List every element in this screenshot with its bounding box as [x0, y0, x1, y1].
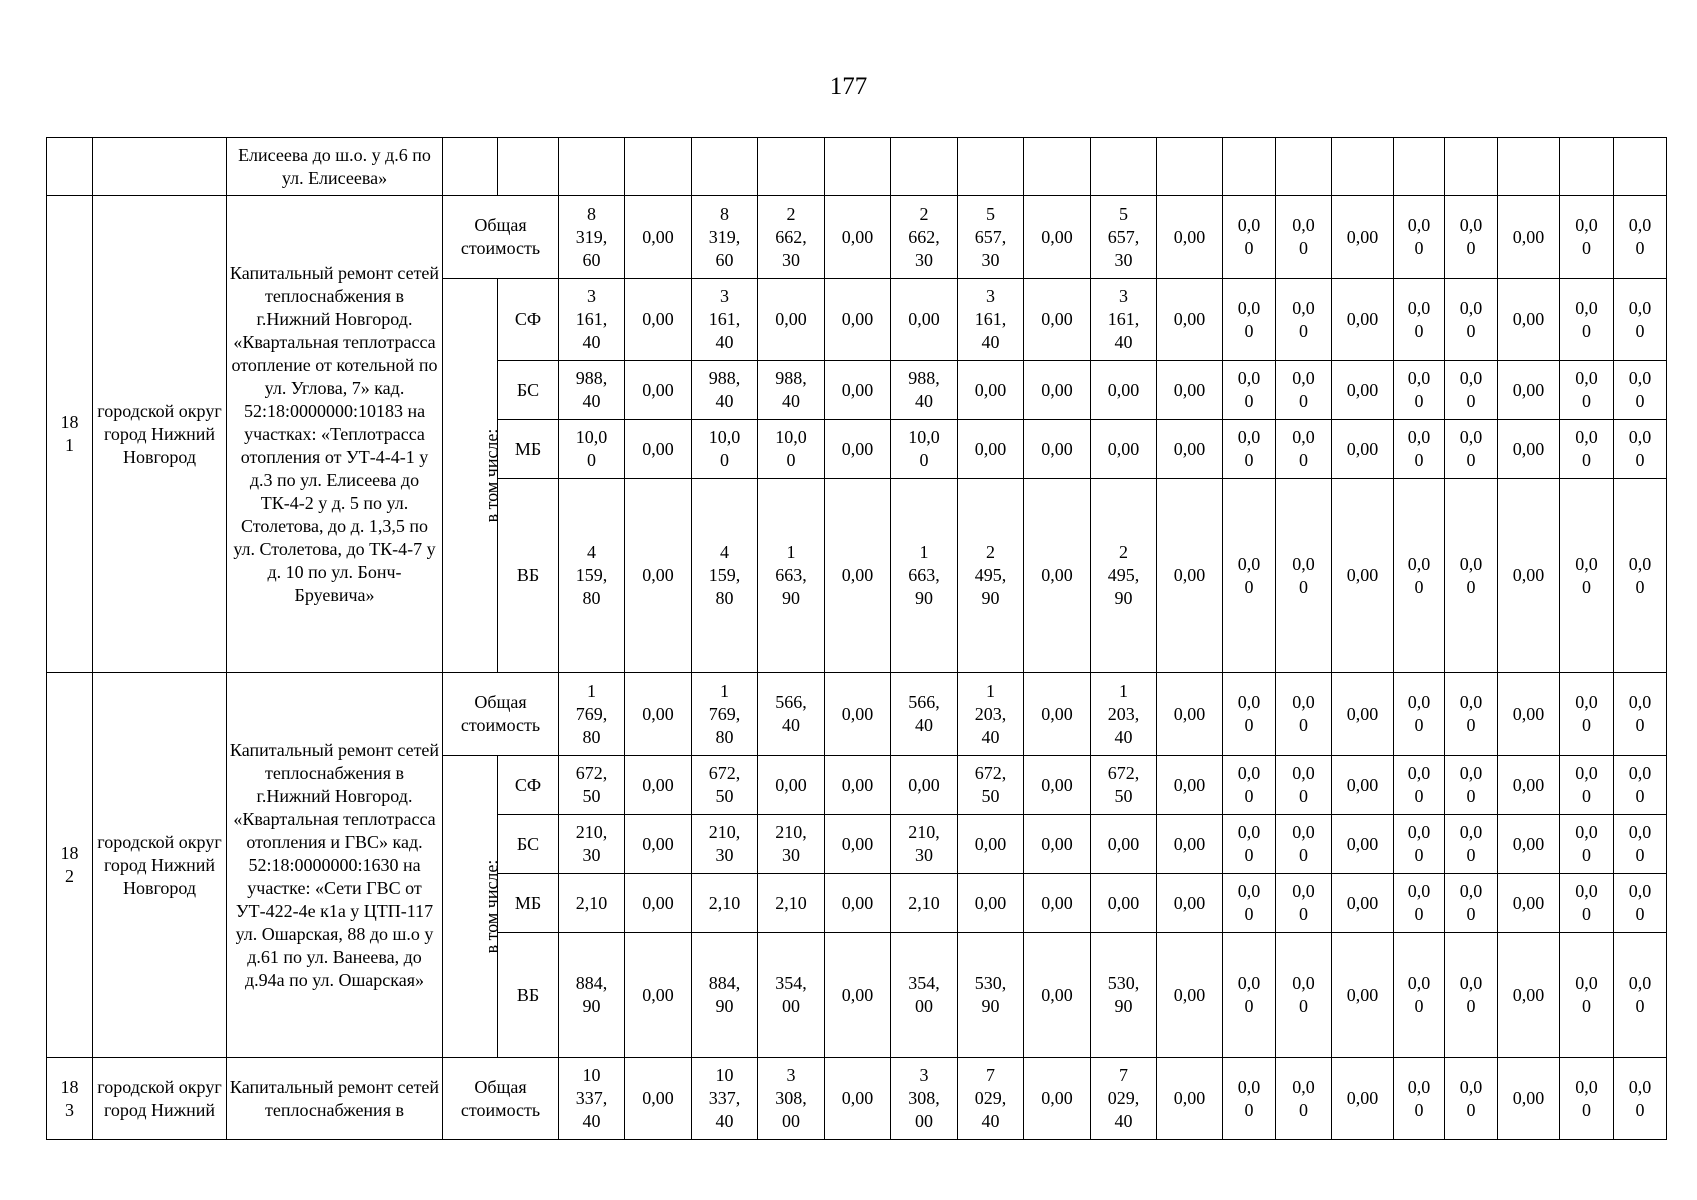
table-row — [47, 1058, 1667, 1140]
value-cell: 0,0 0 — [1445, 756, 1498, 815]
value-cell: 10,0 0 — [692, 420, 758, 479]
value-cell: 0,00 — [625, 874, 692, 933]
value-cell: 566, 40 — [758, 673, 825, 756]
value-cell: 5 657, 30 — [1091, 196, 1157, 279]
cell — [1560, 138, 1614, 196]
value-cell: 0,0 0 — [1445, 361, 1498, 420]
value-cell: 0,0 0 — [1394, 874, 1445, 933]
value-cell: 2 662, 30 — [758, 196, 825, 279]
value-cell: 1 203, 40 — [958, 673, 1024, 756]
table-row — [47, 673, 1667, 756]
funding-source: БС — [498, 815, 559, 874]
value-cell: 0,00 — [1157, 361, 1223, 420]
value-cell: 0,0 0 — [1223, 756, 1276, 815]
value-cell: 0,0 0 — [1614, 815, 1667, 874]
value-cell: 0,00 — [1498, 196, 1560, 279]
value-cell: 0,00 — [1332, 1058, 1394, 1140]
value-cell: 1 769, 80 — [559, 673, 625, 756]
object-name: Капитальный ремонт сетей теплоснабжения в — [227, 1058, 443, 1140]
value-cell: 8 319, 60 — [692, 196, 758, 279]
value-cell: 2,10 — [891, 874, 958, 933]
value-cell: 0,0 0 — [1276, 756, 1332, 815]
value-cell: 884, 90 — [692, 933, 758, 1058]
value-cell: 1 663, 90 — [891, 479, 958, 673]
value-cell: 0,00 — [1498, 673, 1560, 756]
value-cell: 10,0 0 — [559, 420, 625, 479]
value-cell: 0,00 — [1157, 1058, 1223, 1140]
value-cell: 0,00 — [825, 673, 891, 756]
cell — [1024, 138, 1091, 196]
value-cell: 0,00 — [625, 479, 692, 673]
value-cell: 0,00 — [1091, 361, 1157, 420]
value-cell: 0,0 0 — [1560, 874, 1614, 933]
value-cell: 0,00 — [1332, 673, 1394, 756]
value-cell: 0,00 — [825, 756, 891, 815]
value-cell: 0,00 — [625, 933, 692, 1058]
value-cell: 0,00 — [1157, 756, 1223, 815]
value-cell: 2 662, 30 — [891, 196, 958, 279]
value-cell: 0,00 — [1024, 933, 1091, 1058]
value-cell: 0,0 0 — [1223, 279, 1276, 361]
value-cell: 0,0 0 — [1560, 479, 1614, 673]
value-cell: 0,0 0 — [1394, 361, 1445, 420]
cell — [1614, 138, 1667, 196]
value-cell: 0,0 0 — [1560, 1058, 1614, 1140]
value-cell: 0,0 0 — [1614, 279, 1667, 361]
value-cell: 672, 50 — [1091, 756, 1157, 815]
value-cell: 0,00 — [625, 420, 692, 479]
value-cell: 2,10 — [559, 874, 625, 933]
value-cell: 0,0 0 — [1614, 673, 1667, 756]
value-cell: 0,00 — [1157, 420, 1223, 479]
value-cell: 0,0 0 — [1614, 420, 1667, 479]
value-cell: 988, 40 — [891, 361, 958, 420]
value-cell: 0,00 — [1498, 933, 1560, 1058]
value-cell: 0,0 0 — [1223, 420, 1276, 479]
table-body — [47, 138, 1667, 1140]
value-cell: 0,0 0 — [1445, 815, 1498, 874]
cell — [559, 138, 625, 196]
cost-label: Общая стоимость — [443, 1058, 559, 1140]
value-cell: 1 769, 80 — [692, 673, 758, 756]
value-cell: 3 161, 40 — [1091, 279, 1157, 361]
value-cell: 0,00 — [825, 1058, 891, 1140]
cell — [93, 138, 227, 196]
value-cell: 10,0 0 — [758, 420, 825, 479]
table-row — [47, 196, 1667, 279]
cell — [625, 138, 692, 196]
value-cell: 0,00 — [1091, 815, 1157, 874]
funding-source: СФ — [498, 756, 559, 815]
value-cell: 0,00 — [825, 279, 891, 361]
value-cell: 0,00 — [825, 874, 891, 933]
funding-source: МБ — [498, 420, 559, 479]
value-cell: 0,00 — [625, 1058, 692, 1140]
value-cell: 0,0 0 — [1394, 420, 1445, 479]
value-cell: 0,00 — [1332, 756, 1394, 815]
value-cell: 672, 50 — [692, 756, 758, 815]
value-cell: 354, 00 — [891, 933, 958, 1058]
value-cell: 0,0 0 — [1560, 756, 1614, 815]
value-cell: 0,00 — [958, 874, 1024, 933]
value-cell: 0,00 — [1498, 279, 1560, 361]
cell — [1394, 138, 1445, 196]
value-cell: 10,0 0 — [891, 420, 958, 479]
cell — [891, 138, 958, 196]
value-cell: 0,00 — [1332, 479, 1394, 673]
value-cell: 0,0 0 — [1445, 196, 1498, 279]
value-cell: 0,0 0 — [1223, 874, 1276, 933]
value-cell: 1 203, 40 — [1091, 673, 1157, 756]
value-cell: 0,00 — [1332, 279, 1394, 361]
value-cell: 0,00 — [958, 420, 1024, 479]
value-cell: 0,00 — [625, 196, 692, 279]
value-cell: 1 663, 90 — [758, 479, 825, 673]
value-cell: 2,10 — [692, 874, 758, 933]
cell — [958, 138, 1024, 196]
value-cell: 0,0 0 — [1614, 1058, 1667, 1140]
value-cell: 0,00 — [758, 279, 825, 361]
value-cell: 0,00 — [1332, 420, 1394, 479]
value-cell: 988, 40 — [559, 361, 625, 420]
value-cell: 0,00 — [758, 756, 825, 815]
value-cell: 0,00 — [1332, 196, 1394, 279]
value-cell: 0,0 0 — [1276, 196, 1332, 279]
value-cell: 988, 40 — [692, 361, 758, 420]
value-cell: 0,0 0 — [1394, 479, 1445, 673]
value-cell: 0,0 0 — [1445, 1058, 1498, 1140]
value-cell: 0,0 0 — [1223, 479, 1276, 673]
value-cell: 3 308, 00 — [891, 1058, 958, 1140]
value-cell: 0,0 0 — [1276, 420, 1332, 479]
value-cell: 0,00 — [1024, 673, 1091, 756]
value-cell: 0,00 — [1498, 1058, 1560, 1140]
cell — [443, 138, 498, 196]
value-cell: 0,00 — [958, 815, 1024, 874]
value-cell: 0,00 — [825, 361, 891, 420]
cell — [1157, 138, 1223, 196]
value-cell: 4 159, 80 — [559, 479, 625, 673]
object-continuation: Елисеева до ш.о. у д.6 по ул. Елисеева» — [227, 138, 443, 196]
value-cell: 0,00 — [825, 815, 891, 874]
value-cell: 0,00 — [1157, 874, 1223, 933]
value-cell: 0,00 — [1332, 815, 1394, 874]
value-cell: 988, 40 — [758, 361, 825, 420]
value-cell: 0,0 0 — [1560, 815, 1614, 874]
value-cell: 0,00 — [1024, 279, 1091, 361]
value-cell: 0,00 — [1498, 420, 1560, 479]
value-cell: 884, 90 — [559, 933, 625, 1058]
continuation-row — [47, 138, 1667, 196]
value-cell: 0,0 0 — [1223, 361, 1276, 420]
value-cell: 0,00 — [1091, 420, 1157, 479]
value-cell: 8 319, 60 — [559, 196, 625, 279]
value-cell: 0,0 0 — [1560, 420, 1614, 479]
value-cell: 3 161, 40 — [692, 279, 758, 361]
value-cell: 0,00 — [1024, 874, 1091, 933]
value-cell: 0,0 0 — [1445, 933, 1498, 1058]
value-cell: 0,00 — [891, 756, 958, 815]
value-cell: 10 337, 40 — [692, 1058, 758, 1140]
value-cell: 0,00 — [825, 420, 891, 479]
cost-label: Общая стоимость — [443, 196, 559, 279]
value-cell: 0,00 — [1024, 361, 1091, 420]
value-cell: 0,00 — [891, 279, 958, 361]
value-cell: 0,00 — [1498, 361, 1560, 420]
value-cell: 3 161, 40 — [958, 279, 1024, 361]
object-name: Капитальный ремонт сетей теплоснабжения в г.Нижний Новгород. «Квартальная теплотрасса отопление от котельной по ул. Углова, 7» кад. 52:18:0000000:10183 на участках: «Теплотрасса отопления от УТ-4-4-1 у д.3 по ул. Елисеева до ТК-4-2 у д. 5 по ул. Столетова, до д. 1,3,5 по ул. Столетова, до ТК-4-7 у д. 10 по ул. Бонч-Бруевича» — [227, 196, 443, 673]
value-cell: 672, 50 — [958, 756, 1024, 815]
value-cell: 210, 30 — [559, 815, 625, 874]
value-cell: 0,0 0 — [1223, 1058, 1276, 1140]
value-cell: 0,00 — [1024, 479, 1091, 673]
value-cell: 0,0 0 — [1614, 933, 1667, 1058]
value-cell: 0,00 — [625, 279, 692, 361]
funding-source: СФ — [498, 279, 559, 361]
cell — [1276, 138, 1332, 196]
subsection-label-cell — [443, 756, 502, 1058]
value-cell: 0,00 — [1024, 1058, 1091, 1140]
funding-source: БС — [498, 361, 559, 420]
value-cell: 0,00 — [1024, 420, 1091, 479]
value-cell: 0,00 — [625, 361, 692, 420]
value-cell: 0,0 0 — [1276, 815, 1332, 874]
page-number: 177 — [829, 73, 868, 100]
value-cell: 4 159, 80 — [692, 479, 758, 673]
value-cell: 0,00 — [625, 815, 692, 874]
value-cell: 0,0 0 — [1276, 361, 1332, 420]
value-cell: 0,0 0 — [1445, 420, 1498, 479]
value-cell: 0,00 — [1024, 756, 1091, 815]
value-cell: 0,0 0 — [1560, 279, 1614, 361]
value-cell: 0,0 0 — [1394, 756, 1445, 815]
value-cell: 530, 90 — [958, 933, 1024, 1058]
row-index: 18 1 — [47, 196, 93, 673]
value-cell: 354, 00 — [758, 933, 825, 1058]
value-cell: 210, 30 — [758, 815, 825, 874]
cell — [1332, 138, 1394, 196]
value-cell: 0,00 — [1157, 196, 1223, 279]
value-cell: 0,0 0 — [1223, 673, 1276, 756]
value-cell: 0,0 0 — [1276, 479, 1332, 673]
municipality: городской округ город Нижний Новгород — [93, 196, 227, 673]
value-cell: 0,00 — [1157, 479, 1223, 673]
value-cell: 0,0 0 — [1560, 933, 1614, 1058]
value-cell: 0,00 — [1157, 279, 1223, 361]
value-cell: 672, 50 — [559, 756, 625, 815]
value-cell: 0,00 — [625, 756, 692, 815]
value-cell: 210, 30 — [692, 815, 758, 874]
value-cell: 0,0 0 — [1614, 756, 1667, 815]
value-cell: 0,0 0 — [1614, 479, 1667, 673]
value-cell: 0,0 0 — [1276, 874, 1332, 933]
value-cell: 0,0 0 — [1223, 933, 1276, 1058]
value-cell: 0,0 0 — [1394, 673, 1445, 756]
value-cell: 0,00 — [1157, 673, 1223, 756]
value-cell: 3 161, 40 — [559, 279, 625, 361]
cell — [1223, 138, 1276, 196]
value-cell: 7 029, 40 — [1091, 1058, 1157, 1140]
value-cell: 0,00 — [1332, 874, 1394, 933]
value-cell: 0,0 0 — [1276, 1058, 1332, 1140]
municipality: городской округ город Нижний — [93, 1058, 227, 1140]
value-cell: 5 657, 30 — [958, 196, 1024, 279]
cell — [1091, 138, 1157, 196]
cell — [825, 138, 891, 196]
value-cell: 0,0 0 — [1560, 361, 1614, 420]
object-name: Капитальный ремонт сетей теплоснабжения в г.Нижний Новгород. «Квартальная теплотрасса отопления и ГВС» кад. 52:18:0000000:1630 на участке: «Сети ГВС от УТ-422-4е к1а у ЦТП-117 ул. Ошарская, 88 до ш.о у д.61 по ул. Ванеева, до д.94а по ул. Ошарская» — [227, 673, 443, 1058]
budget-table — [46, 137, 1667, 1140]
value-cell: 0,00 — [1024, 815, 1091, 874]
value-cell: 0,0 0 — [1560, 196, 1614, 279]
value-cell: 0,0 0 — [1394, 815, 1445, 874]
value-cell: 0,00 — [825, 933, 891, 1058]
value-cell: 0,00 — [1498, 479, 1560, 673]
value-cell: 0,00 — [625, 673, 692, 756]
cell — [758, 138, 825, 196]
value-cell: 0,00 — [825, 196, 891, 279]
value-cell: 2,10 — [758, 874, 825, 933]
municipality: городской округ город Нижний Новгород — [93, 673, 227, 1058]
value-cell: 0,0 0 — [1394, 196, 1445, 279]
value-cell: 0,00 — [1024, 196, 1091, 279]
row-index: 18 3 — [47, 1058, 93, 1140]
cost-label: Общая стоимость — [443, 673, 559, 756]
value-cell: 2 495, 90 — [958, 479, 1024, 673]
value-cell: 0,0 0 — [1445, 673, 1498, 756]
value-cell: 0,00 — [1157, 815, 1223, 874]
value-cell: 0,00 — [1157, 933, 1223, 1058]
value-cell: 0,00 — [1498, 756, 1560, 815]
subsection-label: в том числе: — [481, 428, 502, 523]
value-cell: 0,0 0 — [1614, 874, 1667, 933]
value-cell: 0,0 0 — [1560, 673, 1614, 756]
value-cell: 0,0 0 — [1276, 933, 1332, 1058]
cell — [1498, 138, 1560, 196]
value-cell: 566, 40 — [891, 673, 958, 756]
value-cell: 0,00 — [1498, 874, 1560, 933]
value-cell: 210, 30 — [891, 815, 958, 874]
value-cell: 0,00 — [1091, 874, 1157, 933]
value-cell: 10 337, 40 — [559, 1058, 625, 1140]
value-cell: 0,00 — [1332, 933, 1394, 1058]
value-cell: 0,0 0 — [1394, 1058, 1445, 1140]
cell — [1445, 138, 1498, 196]
cell — [47, 138, 93, 196]
row-index: 18 2 — [47, 673, 93, 1058]
subsection-label-cell — [443, 279, 502, 673]
value-cell: 0,00 — [1498, 815, 1560, 874]
value-cell: 3 308, 00 — [758, 1058, 825, 1140]
funding-source: ВБ — [498, 479, 559, 673]
value-cell: 0,0 0 — [1394, 279, 1445, 361]
value-cell: 0,0 0 — [1223, 196, 1276, 279]
value-cell: 0,00 — [958, 361, 1024, 420]
cell — [692, 138, 758, 196]
value-cell: 0,0 0 — [1276, 279, 1332, 361]
value-cell: 0,00 — [1332, 361, 1394, 420]
funding-source: ВБ — [498, 933, 559, 1058]
value-cell: 0,0 0 — [1445, 279, 1498, 361]
cell — [498, 138, 559, 196]
funding-source: МБ — [498, 874, 559, 933]
value-cell: 0,00 — [825, 479, 891, 673]
value-cell: 0,0 0 — [1614, 361, 1667, 420]
value-cell: 0,0 0 — [1223, 815, 1276, 874]
value-cell: 2 495, 90 — [1091, 479, 1157, 673]
value-cell: 7 029, 40 — [958, 1058, 1024, 1140]
value-cell: 0,0 0 — [1445, 479, 1498, 673]
value-cell: 0,0 0 — [1394, 933, 1445, 1058]
value-cell: 0,0 0 — [1614, 196, 1667, 279]
subsection-label: в том числе: — [481, 859, 502, 954]
value-cell: 530, 90 — [1091, 933, 1157, 1058]
value-cell: 0,0 0 — [1276, 673, 1332, 756]
value-cell: 0,0 0 — [1445, 874, 1498, 933]
